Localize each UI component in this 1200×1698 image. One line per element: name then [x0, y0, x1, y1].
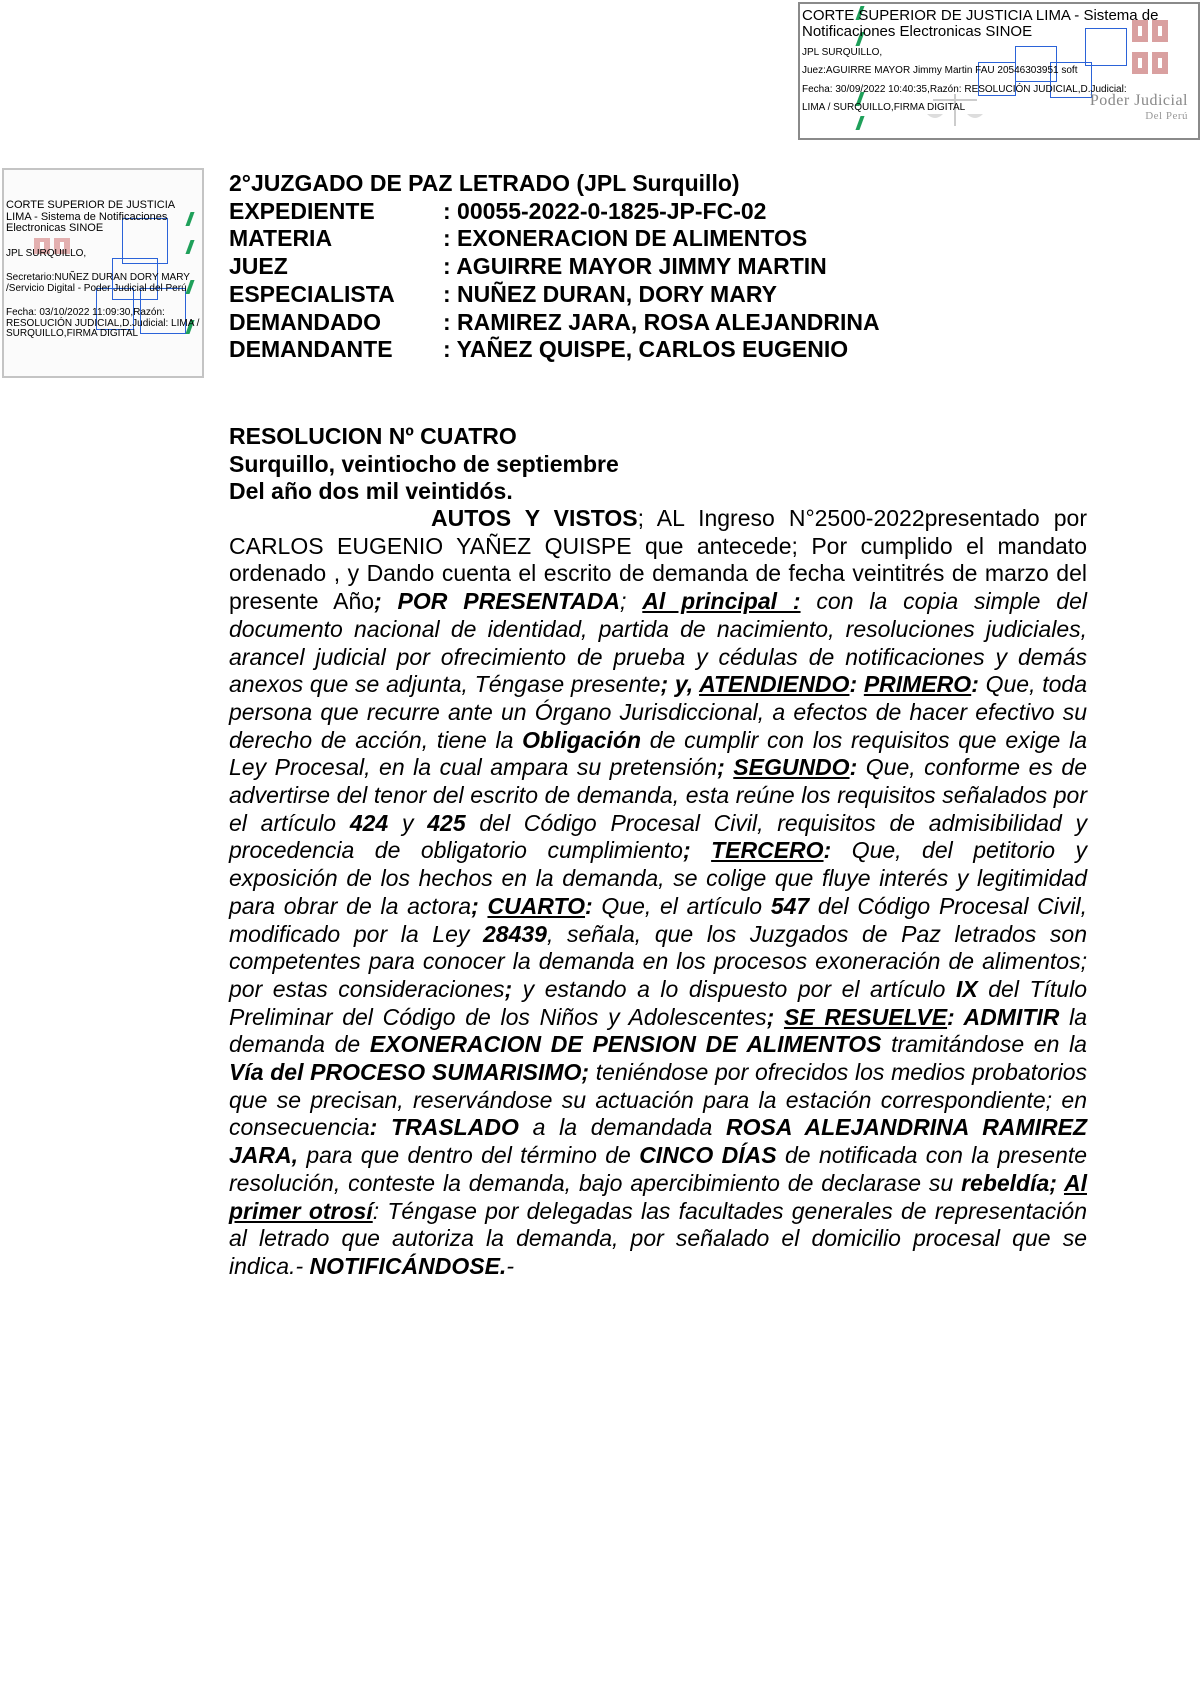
field-value: : 00055-2022-0-1825-JP-FC-02 [443, 197, 767, 224]
text-segment: CINCO DÍAS [639, 1142, 777, 1169]
field-label: JUEZ [229, 253, 288, 280]
case-field-row [229, 253, 1109, 281]
stamp-signer-line: LIMA / SURQUILLO,FIRMA DIGITAL [802, 102, 966, 113]
text-segment: Obligación [522, 726, 642, 753]
digital-signature-stamp-secretary [2, 168, 204, 378]
field-value: : NUÑEZ DURAN, DORY MARY [443, 280, 777, 307]
field-label: DEMANDANTE [229, 336, 393, 363]
text-segment: del Código Procesal Civil, modificado por la Ley [229, 892, 1088, 947]
case-header [229, 170, 1109, 364]
resolution-number: RESOLUCION Nº CUATRO [229, 423, 517, 449]
text-segment: Que, del petitorio y exposición de los hechos en la demanda, se colige que fluye interés y legitimidad para obrar de la actora [229, 837, 1087, 919]
text-segment: 547 [770, 892, 810, 919]
text-segment: ; [471, 892, 488, 919]
case-field-row [229, 336, 1109, 364]
stamp-signer-line: Secretario:NUÑEZ DURAN DORY MARY /Servicio Digital - Poder Judicial del Perú [6, 272, 190, 294]
text-segment: Que, el artículo [592, 892, 771, 919]
text-segment: : Téngase por delegadas las facultades generales de representación al letrado que autoriza la demanda, por señalado el domicilio procesal que se indica.- [229, 1197, 1087, 1279]
text-segment: ATENDIENDO [699, 671, 850, 698]
text-segment: : [585, 892, 593, 919]
text-segment: teniéndose por ofrecidos los medios probatorios que se precisan, reservándose su actuación para la estación correspondiente; en consecuencia [229, 1059, 1088, 1141]
field-label: MATERIA [229, 225, 333, 252]
text-segment: , señala, que los Juzgados de Paz letrados son competentes para conocer la demanda en los procesos exoneración de alimentos; por estas consideraciones [229, 920, 1087, 1002]
field-value: : EXONERACION DE ALIMENTOS [443, 225, 808, 252]
text-segment: 28439 [483, 920, 547, 947]
case-field-row [229, 281, 1109, 309]
logo-line: Del Perú [1145, 110, 1188, 122]
text-segment: PRIMERO [863, 671, 972, 698]
text-segment: Al principal : [642, 588, 801, 615]
stamp-signer-line: Fecha: 03/10/2022 11:09:30,Razón: RESOLUCIÓN JUDICIAL,D.Judicial: LIMA / SURQUILLO,FIRMA DIGITAL [6, 307, 200, 340]
text-segment: de cumplir con los requisitos que exige la Ley Procesal, en la cual ampara su pretensión [229, 726, 1087, 781]
field-label: EXPEDIENTE [229, 197, 375, 224]
text-segment: y estando a lo dispuesto por el artículo [512, 975, 956, 1002]
text-segment: Que, conforme es de advertirse del tenor del escrito de demanda, esta reúne los requisitos señalados por el artículo [229, 754, 1087, 836]
text-segment: : [971, 671, 979, 698]
stamp-signer-line: JPL SURQUILLO, [802, 46, 883, 58]
text-segment: ROSA ALEJANDRINA RAMIREZ JARA, [229, 1114, 1088, 1169]
text-segment: SE RESUELVE [783, 1003, 948, 1030]
text-segment: - [506, 1252, 514, 1279]
text-segment: Al primer otrosí [229, 1169, 1087, 1224]
stamp-organization: CORTE SUPERIOR DE JUSTICIA LIMA - Sistema de Notificaciones Electronicas SINOE [6, 199, 175, 235]
text-segment: del Título Preliminar del Código de los Niños y Adolescentes [229, 975, 1087, 1030]
text-segment: : TRASLADO [369, 1114, 519, 1141]
text-segment: ; [682, 837, 712, 864]
field-label: ESPECIALISTA [229, 280, 395, 307]
resolution-paragraph [229, 505, 1087, 1281]
digital-signature-stamp-judge [798, 2, 1200, 140]
resolution-body [229, 505, 1087, 1281]
text-segment: NOTIFICÁNDOSE. [309, 1252, 507, 1279]
text-segment: Que, toda persona que recurre ante un Órgano Jurisdiccional, a efectos de hacer efectivo su derecho de acción, tiene la [229, 671, 1087, 753]
text-segment: : [849, 754, 858, 781]
field-value: : YAÑEZ QUISPE, CARLOS EUGENIO [443, 336, 849, 363]
resolution-place-date: Surquillo, veintiocho de septiembre [229, 450, 619, 477]
text-segment: para que dentro del término de [298, 1142, 640, 1169]
case-field-row [229, 225, 1109, 253]
text-segment: 425 [427, 809, 466, 836]
text-segment: : ADMITIR [947, 1003, 1060, 1030]
text-segment: AUTOS Y VISTOS [431, 505, 638, 531]
text-segment: de notificada con la presente resolución, conteste la demanda, bajo apercibimiento de declarase su [229, 1142, 1087, 1196]
text-segment: ; [620, 588, 643, 615]
text-segment: la demanda de [229, 1003, 1087, 1058]
logo-line: Poder Judicial [1089, 92, 1188, 109]
text-segment: a la demandada [518, 1114, 727, 1141]
text-segment: ; [766, 1003, 784, 1030]
text-segment: ; POR PRESENTADA [374, 588, 621, 615]
text-segment: 424 [349, 809, 389, 836]
text-segment: y [388, 809, 428, 836]
text-segment: EXONERACION DE PENSION DE ALIMENTOS [369, 1031, 882, 1058]
court-name: 2°JUZGADO DE PAZ LETRADO (JPL Surquillo) [229, 170, 740, 196]
field-label: DEMANDADO [229, 308, 382, 335]
text-segment: : [823, 837, 832, 864]
text-segment: ; [504, 975, 513, 1002]
text-segment: ; y, [660, 671, 700, 698]
text-segment: IX [955, 975, 978, 1002]
stamp-signer-line: Fecha: 30/09/2022 10:40:35,Razón: RESOLUCIÓN JUDICIAL,D.Judicial: [802, 83, 1127, 95]
stamp-signer-line: JPL SURQUILLO, [6, 247, 87, 259]
text-segment: ; [717, 754, 734, 781]
case-field-row [229, 309, 1109, 337]
text-segment: del Código Procesal Civil, requisitos de admisibilidad y procedencia de obligatorio cumplimiento [229, 809, 1088, 864]
text-segment: TERCERO [711, 837, 824, 864]
text-segment: SEGUNDO [733, 754, 850, 781]
field-value: : AGUIRRE MAYOR JIMMY MARTIN [443, 253, 827, 280]
resolution-year: Del año dos mil veintidós. [229, 478, 513, 505]
stamp-signer-line: Juez:AGUIRRE MAYOR Jimmy Martin FAU 20546303951 soft [802, 65, 1078, 76]
case-field-row [229, 198, 1109, 226]
stamp-organization: CORTE SUPERIOR DE JUSTICIA LIMA - Sistema de Notificaciones Electronicas SINOE [802, 7, 1159, 40]
text-segment: : [849, 671, 864, 698]
text-segment: CUARTO [487, 892, 586, 919]
text-segment: tramitándose en la [881, 1031, 1087, 1058]
resolution-heading [229, 423, 1089, 506]
poder-judicial-logo [1090, 92, 1188, 122]
field-value: : RAMIREZ JARA, ROSA ALEJANDRINA [443, 308, 880, 335]
text-segment: ; AL Ingreso N°2500-2022presentado por CARLOS EUGENIO YAÑEZ QUISPE que antecede; Por cumplido el mandato ordenado , y Dando cuenta el escrito de demanda de fecha veintitrés de marzo del presente Año [229, 505, 1087, 615]
text-segment: Vía del PROCESO SUMARISIMO; [229, 1059, 590, 1086]
text-segment: rebeldía; [961, 1169, 1064, 1196]
text-segment: con la copia simple del documento nacional de identidad, partida de nacimiento, resoluciones judiciales, arancel judicial por ofrecimiento de prueba y cédulas de notificaciones y demás anexos que se adjunta, Téngase presente [229, 588, 1088, 698]
